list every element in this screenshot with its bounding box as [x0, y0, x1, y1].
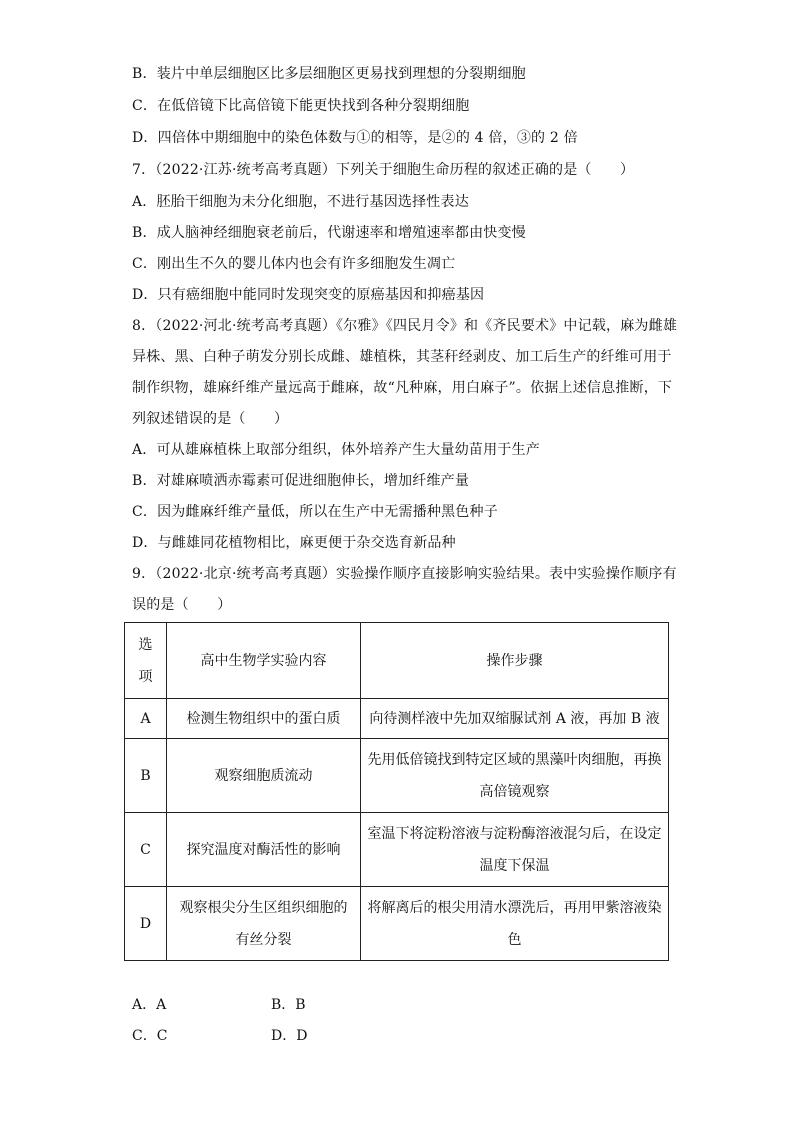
row-option: B: [125, 739, 167, 813]
row-step-line: 先用低倍镜找到特定区域的黑藻叶肉细胞，再换: [367, 751, 662, 768]
row-option: C: [125, 813, 167, 887]
q8-option-c: C．因为雌麻纤维产量低，所以在生产中无需播种黑色种子: [132, 504, 498, 520]
header-content-cell: 高中生物学实验内容: [167, 623, 361, 699]
row-content: [167, 887, 361, 961]
q7-option-b: B．成人脑神经细胞衰老前后，代谢速率和增殖速率都由快变慢: [132, 225, 526, 241]
q7-option-a: A．胚胎干细胞为未分化细胞，不进行基因选择性表达: [132, 194, 469, 210]
q9-answer-d: D．D: [271, 1028, 308, 1044]
q8-stem-line2: 异株、黑、白种子萌发分别长成雌、雄植株，其茎秆经剥皮、加工后生产的纤维可用于: [132, 349, 672, 365]
table-row: [125, 813, 669, 887]
row-content: 检测生物组织中的蛋白质: [167, 699, 361, 739]
q6-option-d: D．四倍体中期细胞中的染色体数与①的相等，是②的 4 倍，③的 2 倍: [132, 130, 578, 146]
header-option-char2: 项: [138, 668, 153, 685]
q9-answer-c: C．C: [132, 1028, 168, 1044]
row-content: 观察细胞质流动: [167, 739, 361, 813]
row-content: 探究温度对酶活性的影响: [167, 813, 361, 887]
q7-stem: 7．（2022·江苏·统考高考真题）下列关于细胞生命历程的叙述正确的是（ ）: [132, 162, 635, 178]
row-step-line: 室温下将淀粉溶液与淀粉酶溶液混匀后，在设定: [367, 825, 662, 842]
row-option: D: [125, 887, 167, 961]
q9-stem-line1: 9．（2022·北京·统考高考真题）实验操作顺序直接影响实验结果。表中实验操作顺序有: [132, 566, 677, 582]
row-option: A: [125, 699, 167, 739]
row-step-line: 将解离后的根尖用清水漂洗后，再用甲紫溶液染: [367, 899, 662, 916]
row-step-line: 温度下保温: [479, 857, 550, 874]
row-content-line: 观察根尖分生区组织细胞的: [179, 899, 348, 916]
header-option-char1: 选: [138, 636, 153, 653]
q6-option-c: C．在低倍镜下比高倍镜下能更快找到各种分裂期细胞: [132, 98, 470, 114]
q8-option-d: D．与雌雄同花植物相比，麻更便于杂交选育新品种: [132, 535, 456, 551]
table-row: [125, 699, 669, 739]
q6-option-b: B．装片中单层细胞区比多层细胞区更易找到理想的分裂期细胞: [132, 66, 526, 82]
q9-answer-a: A．A: [132, 997, 167, 1013]
table-row: [125, 739, 669, 813]
row-step-line: 色: [507, 931, 522, 948]
q9-stem-line2: 误的是（ ）: [132, 597, 232, 613]
row-content-line: 有丝分裂: [235, 931, 292, 948]
q7-option-c: C．刚出生不久的婴儿体内也会有许多细胞发生凋亡: [132, 256, 456, 272]
q7-option-d: D．只有癌细胞中能同时发现突变的原癌基因和抑癌基因: [132, 287, 485, 303]
q9-answer-b: B．B: [271, 997, 306, 1013]
q8-stem-line3: 制作织物，雄麻纤维产量远高于雌麻，故“凡种麻，用白麻子”。依据上述信息推断，下: [132, 380, 673, 396]
row-step: [361, 887, 669, 961]
experiment-table: [124, 622, 669, 961]
header-option-cell: [125, 623, 167, 699]
q8-stem-line4: 列叙述错误的是（ ）: [132, 411, 289, 427]
row-step-line: 高倍镜观察: [479, 783, 550, 800]
row-step: 向待测样液中先加双缩脲试剂 A 液，再加 B 液: [361, 699, 669, 739]
q8-stem-line1: 8．（2022·河北·统考高考真题）《尔雅》《四民月令》和《齐民要术》中记载，麻为雌雄: [132, 318, 678, 334]
header-step-cell: 操作步骤: [361, 623, 669, 699]
q8-option-a: A．可从雄麻植株上取部分组织，体外培养产生大量幼苗用于生产: [132, 442, 540, 458]
table-row: [125, 887, 669, 961]
row-step: [361, 813, 669, 887]
table-header-row: [125, 623, 669, 699]
row-step: [361, 739, 669, 813]
q8-option-b: B．对雄麻喷洒赤霉素可促进细胞伸长，增加纤维产量: [132, 473, 470, 489]
